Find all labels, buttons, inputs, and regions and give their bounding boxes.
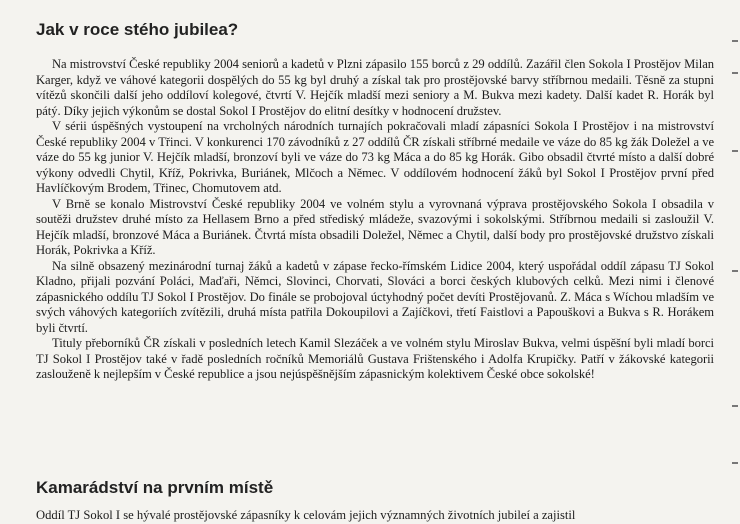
section-heading-jubilee: Jak v roce stého jubilea? (36, 20, 239, 39)
paragraph: V sérii úspěšných vystoupení na vrcholných národních turnajích pokračovali mladí zápasníci Sokola I Prostějov i na mistrovství České republiky 2004 v Třinci. V konkurenci 170 závodníků z 27 oddílů ČR získali stříbrné medaile ve váze do 85 kg žák Doležel a ve váze do 55 kg junior V. Hejčík mladší, bronzoví byli ve váze do 73 kg Máca a do 85 kg Horák. Gibo obsadil čtvrté místo a další dobré výkony odvedli Chytil, Kříž, Pokrivka, Buriánek, Mlčoch a Němec. V oddílovém hodnocení žáků byl Sokol I Prostějov první před Havlíčkovým Brodem, Třinec, Chomutovem atd. (36, 119, 714, 195)
paragraph: Na silně obsazený mezinárodní turnaj žáků a kadetů v zápase řecko-římském Lidice 2004, který uspořádal oddíl zápasu TJ Sokol Kladno, přijali pozvání Poláci, Maďaři, Němci, Slovinci, Chorvati, Slováci a borci českých klubových celků. Mezi nimi i členové zápasnického oddílu TJ Sokol I Prostějov. Do finále se probojoval úctyhodný počet devíti Prostějovanů. Z. Máca s Wíchou mladším ve svých váhových kategoriích zvítězili, druhá místa patřila Dokoupilovi a Zajíčkovi, třetí Faistlovi a Papouškovi a Bukva s R. Horákem byli čtvrtí. (36, 258, 714, 335)
section-heading-friendship: Kamarádství na prvním místě (36, 478, 274, 497)
paragraph: V Brně se konalo Mistrovství České republiky 2004 ve volném stylu a vyrovnaná výprava prostějovského Sokola I obsadila v soutěži družstev druhé místo za Hellasem Brno a před střediský mládeže, svazovými i sokolskými. Stříbrnou medaili si zasloužil V. Hejčík mladší, bronzové Máca a Buriánek. Čtvrtá místa obsadili Doležel, Němec a Chytil, další body pro prostějovské družstvo získali Horák, Pokrivka a Kříž. (36, 196, 714, 257)
paragraph: Tituly přeborníků ČR získali v posledních letech Kamil Slezáček a ve volném stylu Miroslav Bukva, velmi úspěšní byli mladí borci TJ Sokol I Prostějov také v řadě posledních ročníků Memoriálů Gustava Frištenského i Adolfa Krupičky. Patří v žákovské kategorii zaslouženě k nejlepším v České republice a jsou nejúspěšnějším zápasnickým kolektivem České obce sokolské! (36, 336, 714, 381)
cut-off-text-line: Oddíl TJ Sokol I se hývalé prostějovské zápasníky k celovám jejich významných životních jubileí a zajistil (36, 508, 576, 522)
paragraph: Na mistrovství České republiky 2004 seniorů a kadetů v Plzni zápasilo 155 borců z 29 oddílů. Zazářil člen Sokola I Prostějov Milan Karger, když ve váhové kategorii dospělých do 55 kg byl druhý a získal tak pro prostějovské barvy stříbrnou medaili. Těsně za stupni vítězů skončili další jeho oddíloví kolegové, čtvrtí V. Hejčík mladší mezi seniory a M. Bukva mezi kadety. Další kadet R. Horák byl pátý. Díky jejich výkonům se dostal Sokol I Prostějov do elitní desítky v hodnocení družstev. (36, 57, 714, 118)
article-body (36, 57, 714, 383)
page-edge-marks (730, 0, 740, 520)
